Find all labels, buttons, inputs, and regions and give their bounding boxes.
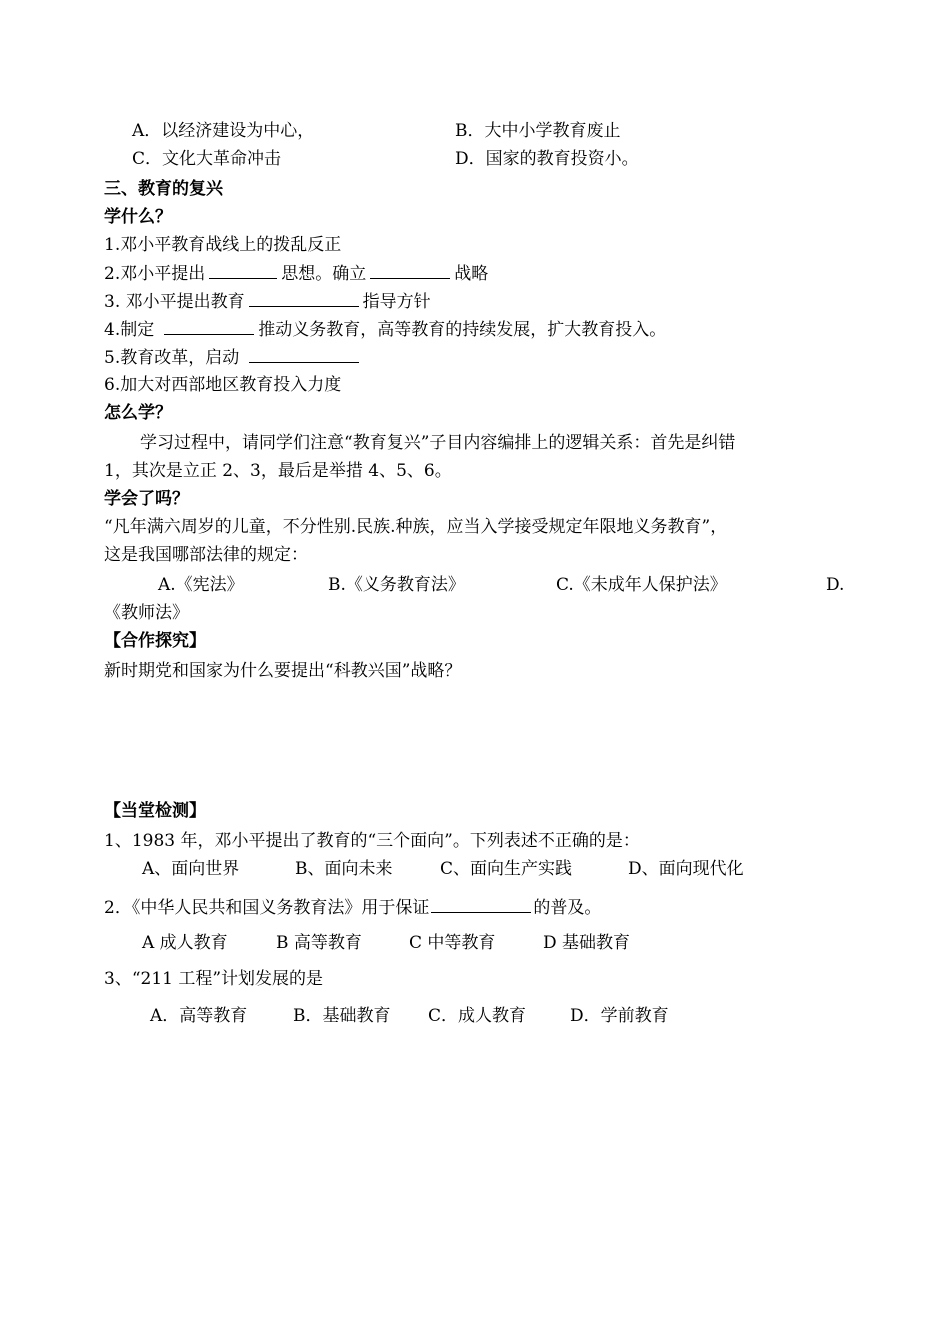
- how-text-line-1: 学习过程中，请同学们注意“教育复兴”子目内容编排上的逻辑关系：首先是纠错: [140, 433, 736, 453]
- blank-field: [164, 318, 254, 335]
- law-option-d: D.: [826, 575, 845, 595]
- option-d: D．国家的教育投资小。: [455, 149, 639, 169]
- q1-option-a: A、面向世界: [142, 859, 240, 879]
- option-b: B．大中小学教育废止: [455, 121, 621, 141]
- learn-what-heading: 学什么？: [104, 207, 172, 227]
- blank-field: [370, 262, 450, 279]
- q2-option-a: A 成人教育: [142, 933, 228, 953]
- item-2-prefix: 2.邓小平提出: [104, 264, 206, 284]
- blank-field: [431, 896, 531, 913]
- check-heading: 【当堂检测】: [104, 801, 206, 821]
- q2-suffix: 的普及。: [533, 898, 602, 918]
- question-line-2: 这是我国哪部法律的规定：: [104, 545, 308, 565]
- item-3: [104, 290, 431, 313]
- item-1: 1.邓小平教育战线上的拨乱反正: [104, 235, 342, 255]
- item-4-suffix: 推动义务教育，高等教育的持续发展，扩大教育投入。: [258, 320, 667, 340]
- item-2-mid: 思想。确立: [281, 264, 367, 284]
- law-option-a: A.《宪法》: [158, 575, 244, 595]
- check-q2: [104, 896, 601, 919]
- item-5: [104, 346, 363, 369]
- item-5-prefix: 5.教育改革，启动: [104, 348, 240, 368]
- option-c: C．文化大革命冲击: [132, 149, 282, 169]
- law-option-b: B.《义务教育法》: [328, 575, 465, 595]
- question-line-1: “凡年满六周岁的儿童，不分性别.民族.种族，应当入学接受规定年限地义务教育”，: [104, 517, 728, 537]
- item-4: [104, 318, 666, 341]
- how-text-line-2: 1，其次是立正 2、3，最后是举措 4、5、6。: [104, 461, 452, 481]
- option-a: A．以经济建设为中心，: [132, 121, 315, 141]
- check-q1: 1、1983 年，邓小平提出了教育的“三个面向”。下列表述不正确的是：: [104, 831, 640, 851]
- q2-prefix: 2．《中华人民共和国义务教育法》用于保证: [104, 898, 430, 918]
- law-option-c: C.《未成年人保护法》: [556, 575, 727, 595]
- how-learn-heading: 怎么学？: [104, 403, 172, 423]
- blank-field: [249, 346, 359, 363]
- q1-option-b: B、面向未来: [295, 859, 393, 879]
- q1-option-c: C、面向生产实践: [440, 859, 573, 879]
- q2-option-c: C 中等教育: [409, 933, 496, 953]
- cooperation-heading: 【合作探究】: [104, 631, 206, 651]
- q3-option-c: C．成人教育: [428, 1006, 527, 1026]
- item-2-suffix: 战略: [454, 264, 489, 284]
- q2-option-d: D 基础教育: [543, 933, 631, 953]
- q1-option-d: D、面向现代化: [628, 859, 744, 879]
- item-3-suffix: 指导方针: [362, 292, 431, 312]
- q3-option-d: D．学前教育: [570, 1006, 669, 1026]
- item-2: [104, 262, 488, 285]
- blank-field: [249, 290, 359, 307]
- q3-option-a: A．高等教育: [150, 1006, 248, 1026]
- item-6: 6.加大对西部地区教育投入力度: [104, 375, 342, 395]
- item-4-prefix: 4.制定: [104, 320, 155, 340]
- q3-option-b: B．基础教育: [293, 1006, 391, 1026]
- learned-heading: 学会了吗？: [104, 489, 189, 509]
- q2-option-b: B 高等教育: [276, 933, 362, 953]
- blank-field: [209, 262, 277, 279]
- law-option-d-cont: 《教师法》: [104, 603, 189, 623]
- cooperation-question: 新时期党和国家为什么要提出“科教兴国”战略？: [104, 661, 462, 681]
- item-3-prefix: 3. 邓小平提出教育: [104, 292, 245, 312]
- check-q3: 3、“211 工程”计划发展的是: [104, 969, 324, 989]
- section-title: 三、教育的复兴: [104, 179, 223, 199]
